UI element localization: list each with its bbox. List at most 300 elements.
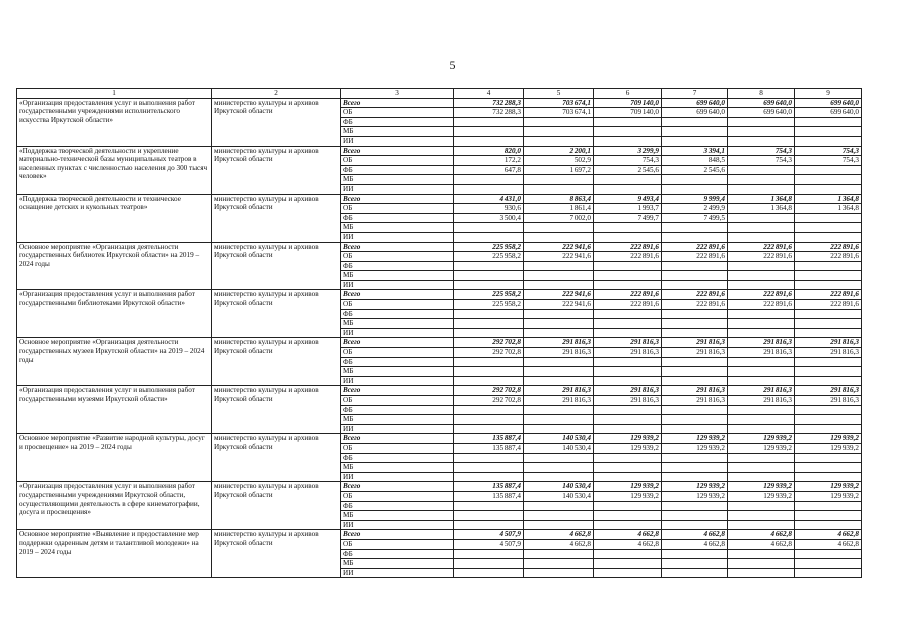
amount-cell: 699 640,0 [728,108,795,118]
executor-cell: министерство культуры и архивов Иркутской области [212,530,341,578]
amount-cell: 7 499,5 [662,213,728,223]
amount-cell: 222 891,6 [728,242,795,252]
amount-cell: 291 816,3 [795,348,862,358]
funding-source-cell: ИИ [341,232,454,242]
amount-cell [728,213,795,223]
funding-source-cell: ИИ [341,424,454,434]
event-name-cell: «Организация предоставления услуг и выполнения работ государственными библиотеками Иркутской области» [17,290,212,338]
amount-cell: 4 662,8 [728,530,795,540]
amount-cell: 699 640,0 [662,108,728,118]
amount-cell [795,520,862,530]
amount-cell [524,511,594,521]
amount-cell [594,271,662,281]
amount-cell: 291 816,3 [524,386,594,396]
funding-source-cell: ИИ [341,136,454,146]
amount-cell: 291 816,3 [662,386,728,396]
amount-cell [728,520,795,530]
funding-source-cell: ФБ [341,357,454,367]
amount-cell [728,405,795,415]
amount-cell [524,136,594,146]
amount-cell [662,463,728,473]
amount-cell [662,511,728,521]
amount-cell [662,453,728,463]
funding-source-cell: МБ [341,367,454,377]
amount-cell [454,463,524,473]
amount-cell: 222 891,6 [594,290,662,300]
amount-cell [795,165,862,175]
amount-cell: 291 816,3 [594,396,662,406]
amount-cell [454,453,524,463]
executor-cell: министерство культуры и архивов Иркутской области [212,482,341,530]
amount-cell: 291 816,3 [594,338,662,348]
amount-cell: 291 816,3 [662,348,728,358]
amount-cell: 129 939,2 [594,491,662,501]
funding-source-cell: ИИ [341,376,454,386]
amount-cell [454,367,524,377]
amount-cell [454,405,524,415]
amount-cell: 291 816,3 [795,338,862,348]
amount-cell [524,223,594,233]
amount-cell [594,559,662,569]
amount-cell: 732 288,3 [454,98,524,108]
amount-cell [524,357,594,367]
amount-cell: 4 507,9 [454,530,524,540]
amount-cell [728,136,795,146]
amount-cell [662,184,728,194]
event-name-cell: «Организация предоставления услуг и выполнения работ государственными учреждениями исполнительского искусства Иркутской области» [17,98,212,146]
amount-cell [594,415,662,425]
amount-cell [454,223,524,233]
amount-cell: 140 530,4 [524,482,594,492]
amount-cell [662,472,728,482]
event-name-cell: Основное мероприятие «Развитие народной культуры, досуг и просвещение» на 2019 – 2024 годы [17,434,212,482]
amount-cell [524,463,594,473]
amount-cell [728,472,795,482]
amount-cell: 129 939,2 [795,482,862,492]
event-name-cell: Основное мероприятие «Выявление и предоставление мер поддержки одаренным детям и талантливой молодежи» на 2019 – 2024 годы [17,530,212,578]
amount-cell [454,520,524,530]
amount-cell: 4 662,8 [662,539,728,549]
amount-cell [795,117,862,127]
funding-source-cell: Всего [341,386,454,396]
amount-cell [728,271,795,281]
funding-source-cell: Всего [341,146,454,156]
amount-cell [728,357,795,367]
amount-cell [728,175,795,185]
amount-cell [728,415,795,425]
table-row-total [17,482,862,492]
amount-cell [795,511,862,521]
executor-cell: министерство культуры и архивов Иркутской области [212,434,341,482]
amount-cell: 754,3 [594,156,662,166]
amount-cell: 291 816,3 [795,386,862,396]
amount-cell: 4 662,8 [662,530,728,540]
funding-source-cell: МБ [341,175,454,185]
amount-cell [795,424,862,434]
column-header-7: 7 [662,89,728,99]
table-row-total [17,98,862,108]
executor-cell: министерство культуры и архивов Иркутской области [212,194,341,242]
amount-cell [795,367,862,377]
amount-cell: 291 816,3 [594,386,662,396]
amount-cell [662,376,728,386]
amount-cell [795,463,862,473]
amount-cell [524,367,594,377]
amount-cell [524,559,594,569]
amount-cell: 4 662,8 [728,539,795,549]
amount-cell: 1 364,8 [795,204,862,214]
amount-cell [594,280,662,290]
amount-cell [662,232,728,242]
amount-cell: 754,3 [728,156,795,166]
amount-cell [662,559,728,569]
amount-cell: 709 140,0 [594,108,662,118]
amount-cell: 222 891,6 [594,300,662,310]
amount-cell: 8 863,4 [524,194,594,204]
amount-cell [594,232,662,242]
amount-cell [524,405,594,415]
amount-cell: 2 545,6 [594,165,662,175]
funding-source-cell: ФБ [341,501,454,511]
amount-cell: 222 941,6 [524,300,594,310]
amount-cell: 129 939,2 [662,491,728,501]
amount-cell: 4 662,8 [795,539,862,549]
amount-cell [662,175,728,185]
amount-cell: 225 958,2 [454,300,524,310]
funding-source-cell: Всего [341,482,454,492]
table-row-total [17,194,862,204]
amount-cell [594,549,662,559]
amount-cell: 129 939,2 [795,434,862,444]
amount-cell: 222 891,6 [662,300,728,310]
amount-cell: 2 545,6 [662,165,728,175]
amount-cell: 9 493,4 [594,194,662,204]
funding-source-cell: МБ [341,415,454,425]
amount-cell: 291 816,3 [524,338,594,348]
column-header-1: 1 [17,89,212,99]
amount-cell: 820,0 [454,146,524,156]
amount-cell [795,376,862,386]
amount-cell [795,280,862,290]
amount-cell: 140 530,4 [524,443,594,453]
amount-cell [524,309,594,319]
amount-cell [795,357,862,367]
funding-source-cell: ОБ [341,156,454,166]
column-number-row [17,89,862,99]
amount-cell [795,405,862,415]
amount-cell [728,127,795,137]
amount-cell [662,136,728,146]
amount-cell [728,568,795,578]
amount-cell: 292 702,8 [454,396,524,406]
funding-source-cell: ОБ [341,396,454,406]
amount-cell [662,405,728,415]
amount-cell: 3 500,4 [454,213,524,223]
amount-cell [795,261,862,271]
amount-cell [662,309,728,319]
funding-source-cell: МБ [341,511,454,521]
executor-cell: министерство культуры и архивов Иркутской области [212,242,341,290]
amount-cell: 222 891,6 [662,242,728,252]
amount-cell: 172,2 [454,156,524,166]
amount-cell [728,184,795,194]
column-header-8: 8 [728,89,795,99]
amount-cell [662,271,728,281]
amount-cell: 129 939,2 [662,434,728,444]
amount-cell [524,261,594,271]
amount-cell [728,424,795,434]
amount-cell [454,376,524,386]
funding-source-cell: МБ [341,463,454,473]
amount-cell: 135 887,4 [454,434,524,444]
amount-cell [524,424,594,434]
amount-cell: 129 939,2 [728,482,795,492]
amount-cell [454,328,524,338]
amount-cell: 647,8 [454,165,524,175]
funding-source-cell: МБ [341,127,454,137]
amount-cell: 291 816,3 [728,396,795,406]
funding-source-cell: ИИ [341,520,454,530]
amount-cell [594,357,662,367]
amount-cell [594,472,662,482]
funding-source-cell: ФБ [341,165,454,175]
amount-cell [728,501,795,511]
funding-source-cell: ФБ [341,213,454,223]
amount-cell [795,501,862,511]
table-body [17,98,862,578]
amount-cell [728,549,795,559]
funding-source-cell: МБ [341,271,454,281]
amount-cell: 291 816,3 [795,396,862,406]
event-name-cell: «Поддержка творческой деятельности и техническое оснащение детских и кукольных театров» [17,194,212,242]
amount-cell: 291 816,3 [594,348,662,358]
amount-cell: 222 891,6 [795,290,862,300]
event-name-cell: «Организация предоставления услуг и выполнения работ государственными учреждениями Иркутской области, осуществляющими деятельность в сфере кинематографии, досуга и просвещения» [17,482,212,530]
amount-cell [662,357,728,367]
amount-cell [524,175,594,185]
amount-cell [795,559,862,569]
amount-cell [728,453,795,463]
funding-source-cell: ОБ [341,443,454,453]
amount-cell: 129 939,2 [594,482,662,492]
amount-cell [454,309,524,319]
amount-cell: 4 431,0 [454,194,524,204]
amount-cell [454,559,524,569]
amount-cell [594,376,662,386]
table-row-total [17,386,862,396]
amount-cell [795,549,862,559]
amount-cell: 1 364,8 [795,194,862,204]
funding-source-cell: ИИ [341,184,454,194]
amount-cell: 291 816,3 [524,348,594,358]
amount-cell: 930,6 [454,204,524,214]
amount-cell [728,309,795,319]
amount-cell [728,117,795,127]
amount-cell [524,319,594,329]
amount-cell [795,319,862,329]
amount-cell: 3 299,9 [594,146,662,156]
amount-cell [795,175,862,185]
amount-cell: 222 891,6 [795,252,862,262]
amount-cell [795,223,862,233]
amount-cell [524,453,594,463]
amount-cell [524,501,594,511]
amount-cell: 699 640,0 [728,98,795,108]
amount-cell [524,568,594,578]
amount-cell [662,415,728,425]
amount-cell [594,117,662,127]
amount-cell: 754,3 [795,156,862,166]
amount-cell [524,328,594,338]
funding-source-cell: ФБ [341,549,454,559]
amount-cell: 291 816,3 [728,348,795,358]
executor-cell: министерство культуры и архивов Иркутской области [212,290,341,338]
page-number: 5 [449,58,456,72]
amount-cell: 4 662,8 [795,530,862,540]
event-name-cell: Основное мероприятие «Организация деятельности государственных музеев Иркутской области» на 2019 – 2024 годы [17,338,212,386]
amount-cell [795,232,862,242]
amount-cell: 225 958,2 [454,252,524,262]
amount-cell [728,261,795,271]
amount-cell: 129 939,2 [662,482,728,492]
amount-cell: 9 999,4 [662,194,728,204]
funding-source-cell: ФБ [341,453,454,463]
amount-cell [662,501,728,511]
funding-source-cell: ФБ [341,405,454,415]
amount-cell [594,568,662,578]
amount-cell [594,520,662,530]
column-header-9: 9 [795,89,862,99]
amount-cell: 222 891,6 [795,300,862,310]
amount-cell: 135 887,4 [454,491,524,501]
funding-source-cell: Всего [341,98,454,108]
funding-source-cell: ОБ [341,348,454,358]
funding-source-cell: ОБ [341,300,454,310]
amount-cell [454,568,524,578]
amount-cell: 222 891,6 [728,290,795,300]
table-row-total [17,434,862,444]
funding-source-cell: ФБ [341,261,454,271]
funding-source-cell: МБ [341,223,454,233]
amount-cell [454,127,524,137]
funding-source-cell: ФБ [341,309,454,319]
amount-cell [795,309,862,319]
amount-cell [594,424,662,434]
column-header-4: 4 [454,89,524,99]
amount-cell [454,472,524,482]
amount-cell [728,511,795,521]
amount-cell [524,117,594,127]
amount-cell: 1 861,4 [524,204,594,214]
funding-source-cell: ОБ [341,108,454,118]
amount-cell: 129 939,2 [728,434,795,444]
funding-source-cell: ИИ [341,568,454,578]
amount-cell: 4 662,8 [594,539,662,549]
amount-cell: 135 887,4 [454,482,524,492]
amount-cell: 848,5 [662,156,728,166]
amount-cell [454,415,524,425]
amount-cell [728,319,795,329]
table-row-total [17,242,862,252]
amount-cell [524,549,594,559]
funding-source-cell: МБ [341,559,454,569]
funding-source-cell: МБ [341,319,454,329]
funding-source-cell: Всего [341,242,454,252]
amount-cell: 4 662,8 [524,539,594,549]
amount-cell: 3 394,1 [662,146,728,156]
amount-cell [454,319,524,329]
amount-cell: 7 002,0 [524,213,594,223]
table-row-total [17,290,862,300]
table-row-total [17,338,862,348]
amount-cell: 754,3 [728,146,795,156]
amount-cell [594,184,662,194]
funding-source-cell: ИИ [341,280,454,290]
executor-cell: министерство культуры и архивов Иркутской области [212,98,341,146]
amount-cell: 291 816,3 [524,396,594,406]
amount-cell [594,463,662,473]
event-name-cell: «Организация предоставления услуг и выполнения работ государственными музеями Иркутской области» [17,386,212,434]
amount-cell: 291 816,3 [728,386,795,396]
amount-cell: 222 891,6 [662,252,728,262]
column-header-3: 3 [341,89,454,99]
amount-cell [454,549,524,559]
funding-source-cell: Всего [341,290,454,300]
amount-cell [795,453,862,463]
amount-cell: 129 939,2 [728,491,795,501]
amount-cell: 7 499,7 [594,213,662,223]
amount-cell [594,319,662,329]
amount-cell [524,520,594,530]
funding-source-cell: Всего [341,434,454,444]
amount-cell: 754,3 [795,146,862,156]
table-row-total [17,530,862,540]
executor-cell: министерство культуры и архивов Иркутской области [212,146,341,194]
amount-cell: 1 364,8 [728,194,795,204]
amount-cell: 222 891,6 [594,242,662,252]
amount-cell [662,261,728,271]
amount-cell: 135 887,4 [454,443,524,453]
amount-cell [728,223,795,233]
amount-cell [524,184,594,194]
amount-cell: 502,9 [524,156,594,166]
amount-cell: 291 816,3 [662,396,728,406]
amount-cell: 699 640,0 [662,98,728,108]
amount-cell [454,117,524,127]
column-header-2: 2 [212,89,341,99]
amount-cell [795,415,862,425]
amount-cell: 292 702,8 [454,386,524,396]
funding-source-cell: Всего [341,530,454,540]
amount-cell: 129 939,2 [594,434,662,444]
amount-cell: 222 941,6 [524,242,594,252]
amount-cell [662,367,728,377]
amount-cell [524,376,594,386]
amount-cell [594,175,662,185]
amount-cell [594,453,662,463]
budget-table [16,88,862,578]
amount-cell: 4 507,9 [454,539,524,549]
amount-cell: 2 200,1 [524,146,594,156]
amount-cell [795,127,862,137]
amount-cell [728,280,795,290]
amount-cell [662,568,728,578]
amount-cell: 699 640,0 [795,98,862,108]
amount-cell [524,271,594,281]
funding-source-cell: ОБ [341,491,454,501]
amount-cell: 703 674,1 [524,108,594,118]
amount-cell [524,472,594,482]
